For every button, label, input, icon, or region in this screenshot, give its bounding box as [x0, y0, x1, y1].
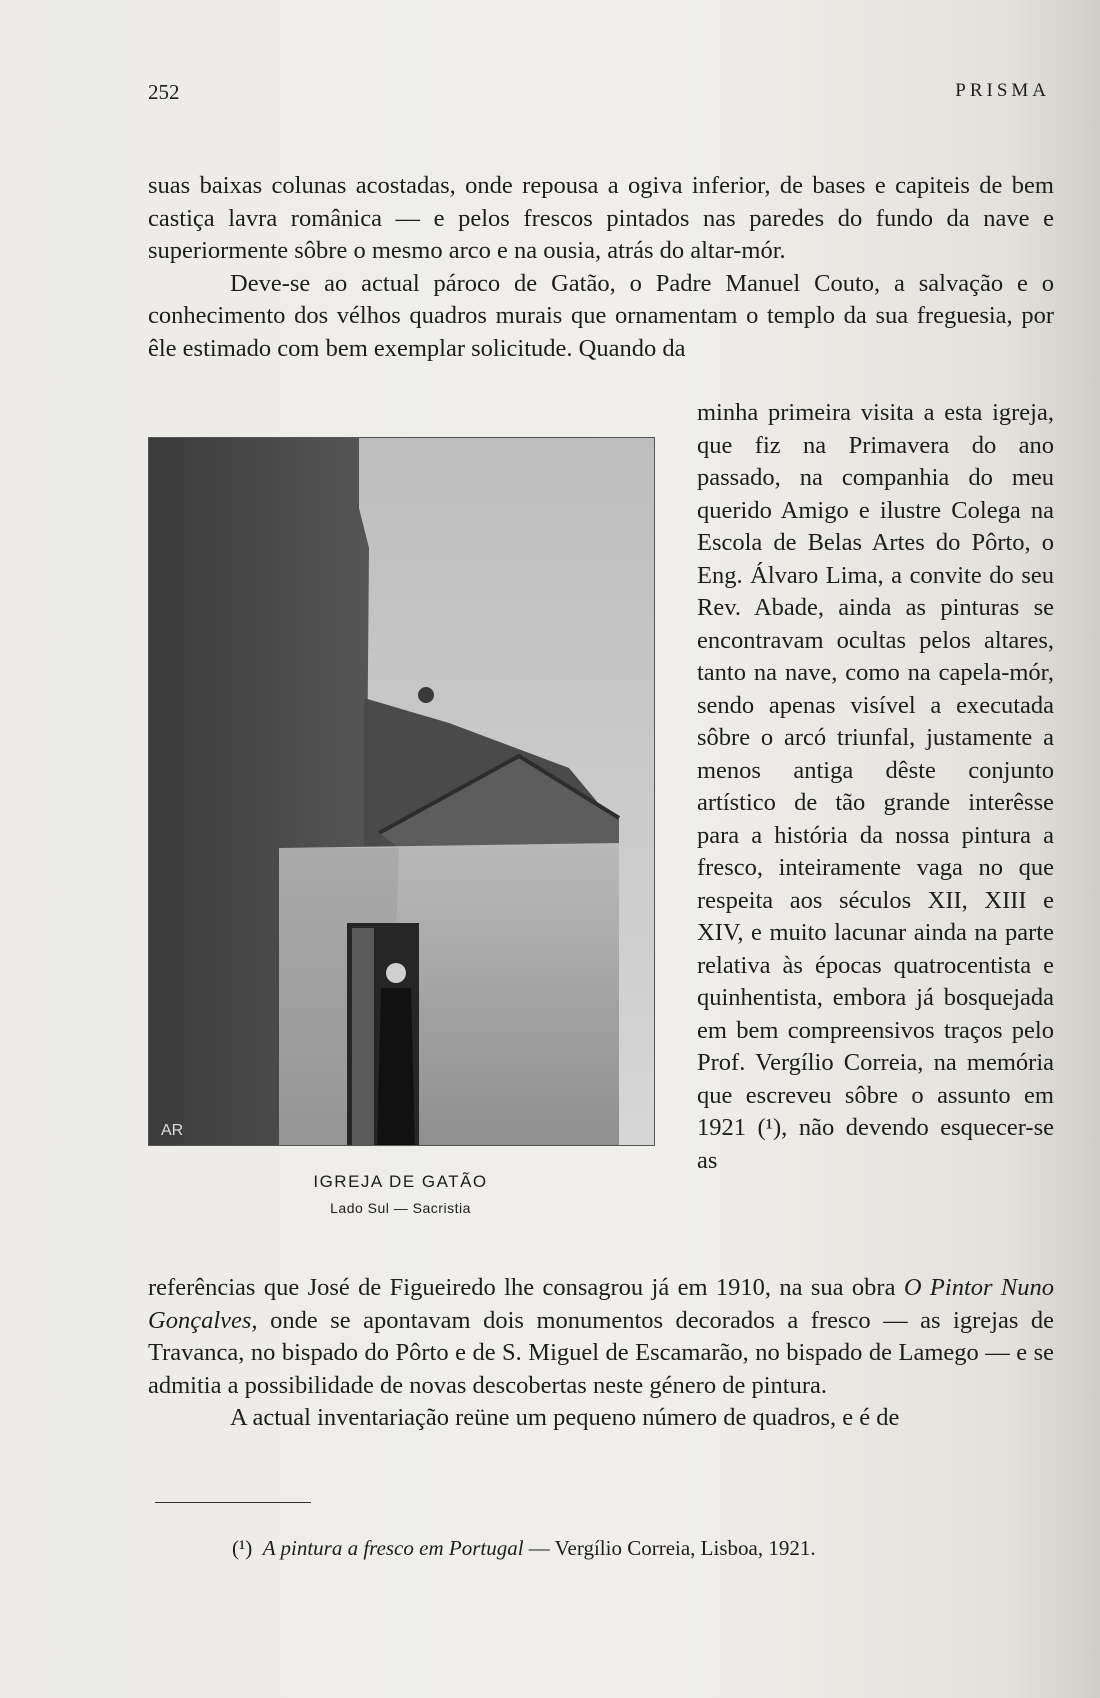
paragraph: suas baixas colunas acostadas, onde repousa a ogiva inferior, de bases e capiteis de bem castiça lavra românica — e pelos frescos pintados nas paredes do fundo da nave e superiormente sôbre o mesmo arco e na ousia, atrás do altar-mór. [148, 172, 1054, 264]
church-photo-image [149, 438, 654, 1145]
svg-text:AR: AR [161, 1122, 184, 1139]
body-text-bottom [148, 1272, 1054, 1435]
footnote-title: A pintura a fresco em Portugal [262, 1536, 524, 1560]
text-run: onde se apontavam dois monumentos decorados a fresco — as igrejas de Travanca, no bispado do Pôrto e de S. Miguel de Escamarão, no bispado de Lamego — e se admitia a possibilidade de novas descobertas neste género de pintura. [148, 1306, 1054, 1399]
church-photograph [148, 437, 655, 1146]
paragraph: minha primeira visita a esta igreja, que fiz na Primavera do ano passado, na companhia do meu querido Amigo e ilustre Colega na Escola de Belas Artes do Pôrto, o Eng. Álvaro Lima, a convite do seu Rev. Abade, ainda as pinturas se encontravam ocultas pelos altares, tanto na nave, como na capela-mór, sendo apenas visível a executada sôbre o arcó triunfal, justamente a menos antiga dêste conjunto artístico de tão grande interêsse para a história da nossa pintura a fresco, inteiramente vaga no que respeita aos séculos XII, XIII e XIV, e muito lacunar ainda na parte relativa às épocas quatrocentista e quinhentista, embora já bosquejada em bem compreensivos traços pelo Prof. Vergílio Correia, na memória que escreveu sôbre o assunto em 1921 (¹), não devendo esquecer-se as [697, 399, 1054, 1174]
paragraph: Deve-se ao actual pároco de Gatão, o Padre Manuel Couto, a salvação e o conhecimento dos vélhos quadros murais que ornamentam o templo da sua freguesia, por êle estimado com bem exemplar solicitude. Quando da [148, 269, 1054, 362]
text-run: referências que José de Figueiredo lhe consagrou já em 1910, na sua obra [148, 1274, 896, 1301]
footnote-dash: — [528, 1536, 550, 1560]
body-text-top [148, 170, 1054, 365]
body-text-right-column [697, 397, 1054, 1177]
figure-caption-title: IGREJA DE GATÃO [313, 1172, 488, 1191]
footnote-rule [155, 1502, 311, 1503]
book-title: O Pintor Nuno Gonçalves, [148, 1274, 1055, 1334]
paragraph: A actual inventariação reüne um pequeno número de quadros, e é de [230, 1404, 900, 1431]
running-head: PRISMA [955, 80, 1050, 101]
footnote-marker: (¹) [232, 1536, 253, 1560]
page-header [148, 80, 1050, 108]
page-number: 252 [148, 80, 180, 104]
footnote-rest: Vergílio Correia, Lisboa, 1921. [554, 1536, 816, 1560]
footnote [232, 1534, 1032, 1562]
paragraph [148, 1272, 1054, 1402]
figure-caption-subtitle: Lado Sul — Sacristia [330, 1200, 471, 1216]
